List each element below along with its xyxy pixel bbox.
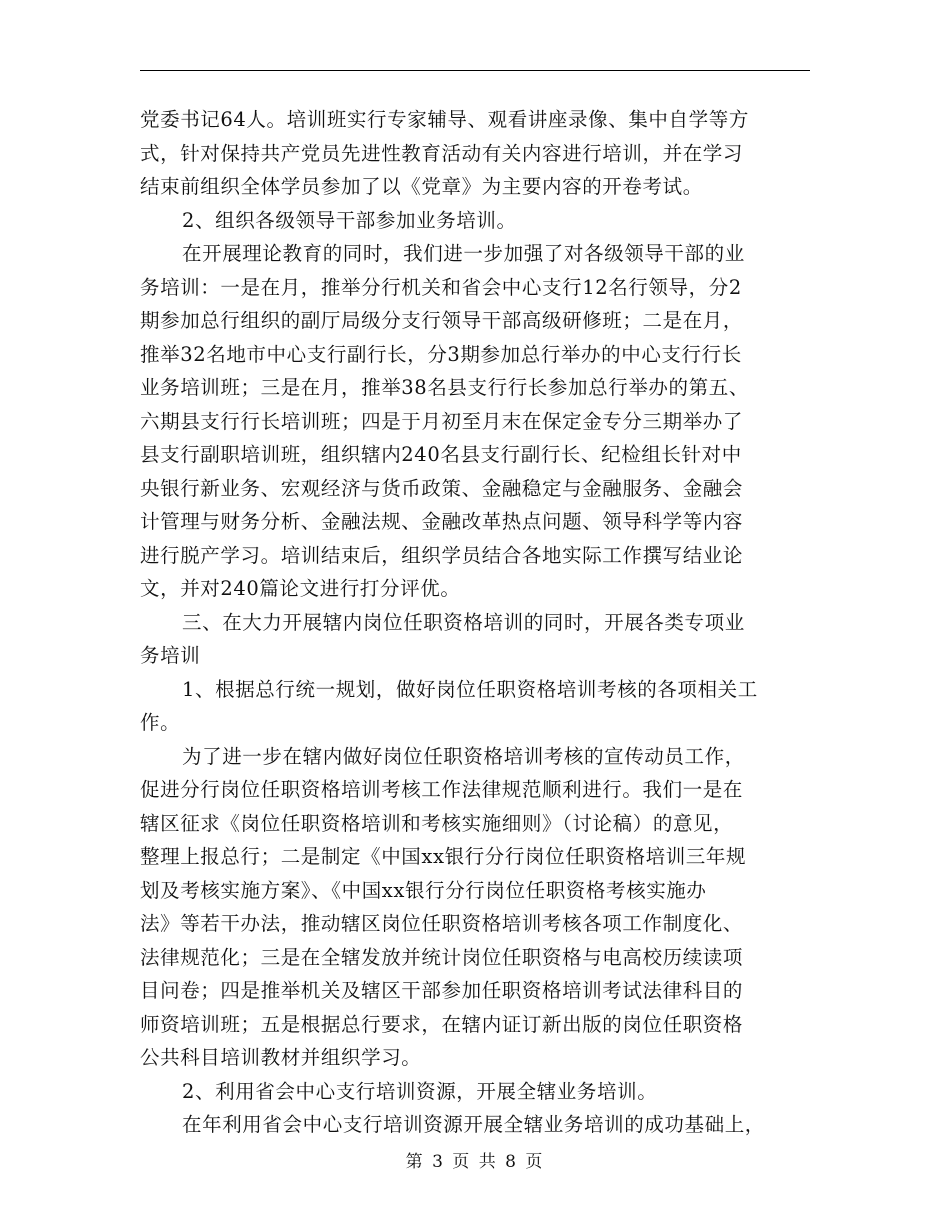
document-body [140,103,812,1142]
text-line: 辖区征求《岗位任职资格培训和考核实施细则》（讨论稿）的意见， [140,811,734,835]
text-line: 为了进一步在辖内做好岗位任职资格培训考核的宣传动员工作， [182,744,745,768]
text-line: 推举32名地市中心支行副行长，分3期参加总行举办的中心支行行长 [140,342,742,366]
text-line: 促进分行岗位任职资格培训考核工作法律规范顺利进行。我们一是在 [140,778,744,801]
text-line: 结束前组织全体学员参加了以《党章》为主要内容的开卷考试。 [140,175,703,198]
text-line: 整理上报总行；二是制定《中国xx银行分行岗位任职资格培训三年规 [140,845,747,868]
text-line: 业务培训班；三是在月，推举38名县支行行长参加总行举办的第五、 [140,376,749,399]
text-line: 划及考核实施方案》、《中国xx银行分行岗位任职资格考核实施办 [140,878,707,902]
text-line: 进行脱产学习。培训结束后，组织学员结合各地实际工作撰写结业论 [140,543,744,567]
text-line: 在年利用省会中心支行培训资源开展全辖业务培训的成功基础上， [182,1113,765,1136]
text-line: 期参加总行组织的副厅局级分支行领导干部高级研修班；二是在月， [140,309,744,332]
header-rule [140,70,810,71]
text-line: 在开展理论教育的同时，我们进一步加强了对各级领导干部的业 [182,242,745,265]
text-line: 2、利用省会中心支行培训资源，开展全辖业务培训。 [182,1079,658,1103]
text-line: 务培训：一是在月，推举分行机关和省会中心支行12名行领导，分2 [140,275,742,299]
text-line: 1、根据总行统一规划，做好岗位任职资格培训考核的各项相关工 [182,677,758,701]
text-line: 党委书记64人。培训班实行专家辅导、观看讲座录像、集中自学等方 [140,108,749,131]
text-line: 师资培训班；五是根据总行要求，在辖内证订新出版的岗位任职资格 [140,1012,744,1036]
text-line: 计管理与财务分析、金融法规、金融改革热点问题、领导科学等内容 [140,510,744,533]
text-line: 公共科目培训教材并组织学习。 [140,1046,422,1069]
page-footer: 第 3 页 共 8 页 [405,1152,545,1172]
text-line: 目问卷；四是推举机关及辖区干部参加任职资格培训考试法律科目的 [140,979,744,1002]
text-line: 法律规范化；三是在全辖发放并统计岗位任职资格与电高校历续读项 [140,945,744,969]
text-line: 央银行新业务、宏观经济与货币政策、金融稳定与金融服务、金融会 [140,476,744,500]
text-line: 文，并对240篇论文进行打分评优。 [140,577,461,600]
text-line: 县支行副职培训班，组织辖内240名县支行副行长、纪检组长针对中 [140,443,742,466]
text-line: 2、组织各级领导干部参加业务培训。 [182,208,517,232]
text-line: 六期县支行行长培训班；四是于月初至月末在保定金专分三期举办了 [140,409,744,433]
text-line: 式，针对保持共产党员先进性教育活动有关内容进行培训，并在学习 [140,141,744,165]
text-line: 法》等若干办法，推动辖区岗位任职资格培训考核各项工作制度化、 [140,912,744,935]
text-line: 三、在大力开展辖内岗位任职资格培训的同时，开展各类专项业 [182,610,745,634]
text-line: 作。 [140,711,181,734]
text-line: 务培训 [140,644,201,667]
